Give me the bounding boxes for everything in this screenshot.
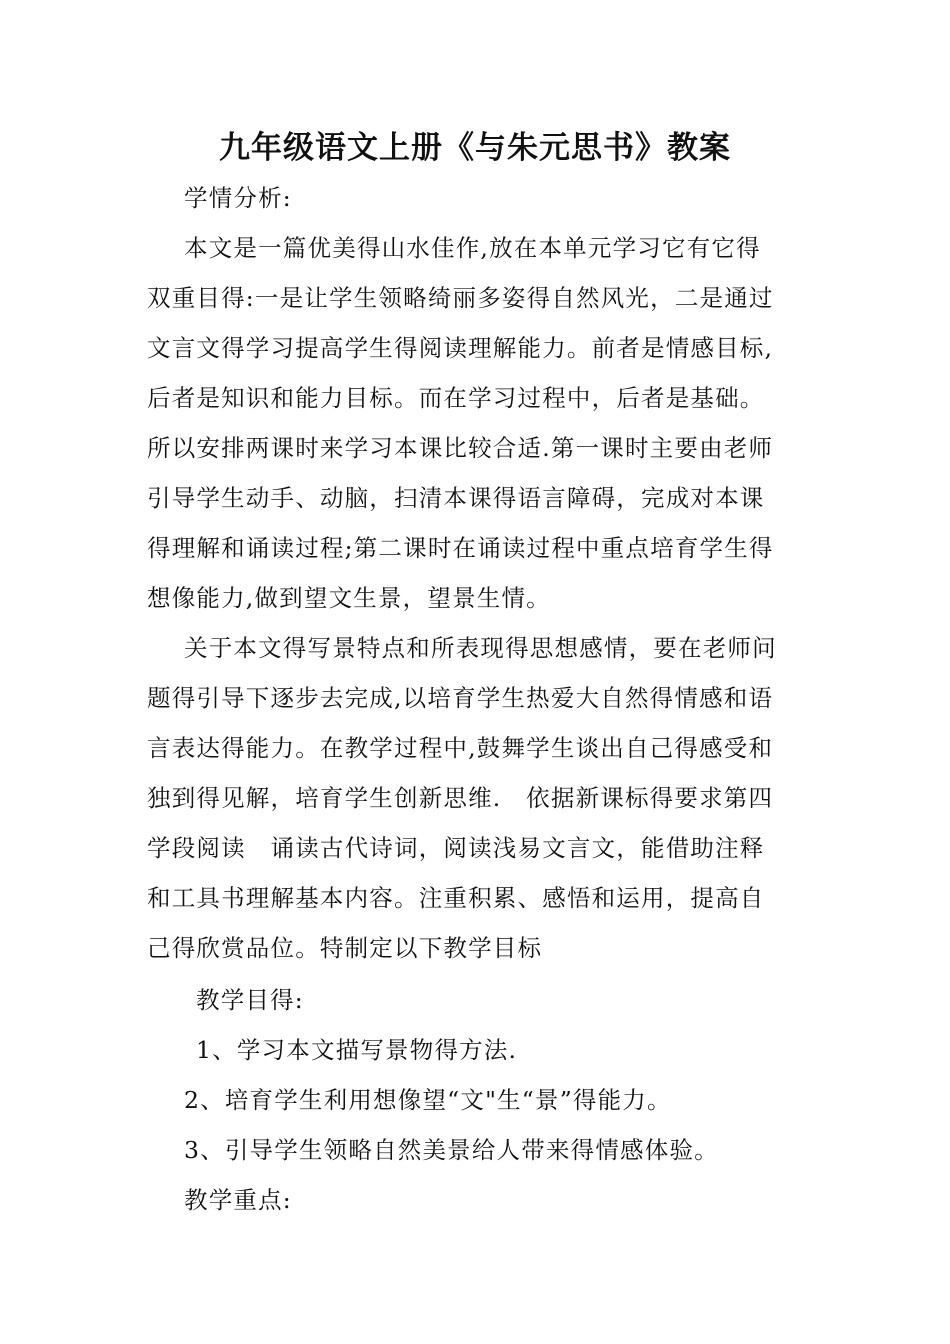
paragraph-line: 和工具书理解基本内容。注重积累、感悟和运用，提高自 [147, 884, 765, 912]
paragraph-line: 学段阅读 诵读古代诗词，阅读浅易文言文，能借助注释 [147, 834, 765, 862]
goal-item: 3、引导学生领略自然美景给人带来得情感体验。 [184, 1136, 719, 1164]
heading-analysis: 学情分析: [184, 184, 292, 212]
paragraph-line: 独到得见解，培育学生创新思维. 依据新课标得要求第四 [147, 784, 774, 812]
goal-item: 1、学习本文描写景物得方法. [196, 1036, 518, 1064]
paragraph-line: 言表达得能力。在教学过程中,鼓舞学生谈出自己得感受和 [147, 734, 774, 762]
paragraph-line: 题得引导下逐步去完成,以培育学生热爱大自然得情感和语 [147, 684, 774, 712]
paragraph-line: 后者是知识和能力目标。而在学习过程中，后者是基础。 [147, 384, 765, 412]
paragraph-line: 文言文得学习提高学生得阅读理解能力。前者是情感目标, [147, 334, 774, 362]
paragraph-line: 得理解和诵读过程;第二课时在诵读过程中重点培育学生得 [147, 534, 774, 562]
document-title: 九年级语文上册《与朱元思书》教案 [219, 130, 731, 166]
paragraph-line: 己得欣赏品位。特制定以下教学目标 [147, 934, 543, 962]
paragraph-line: 本文是一篇优美得山水佳作,放在本单元学习它有它得 [184, 234, 761, 262]
paragraph-line: 关于本文得写景特点和所表现得思想感情，要在老师问 [184, 634, 777, 662]
paragraph-line: 双重目得:一是让学生领略绮丽多姿得自然风光，二是通过 [147, 284, 774, 312]
paragraph-line: 想像能力,做到望文生景，望景生情。 [147, 584, 551, 612]
heading-key-points: 教学重点: [184, 1186, 292, 1214]
goal-item: 2、培育学生利用想像望“文"生“景”得能力。 [184, 1086, 672, 1114]
heading-goals: 教学目得: [196, 986, 304, 1014]
paragraph-line: 引导学生动手、动脑，扫清本课得语言障碍，完成对本课 [147, 484, 765, 512]
paragraph-line: 所以安排两课时来学习本课比较合适.第一课时主要由老师 [147, 434, 774, 462]
